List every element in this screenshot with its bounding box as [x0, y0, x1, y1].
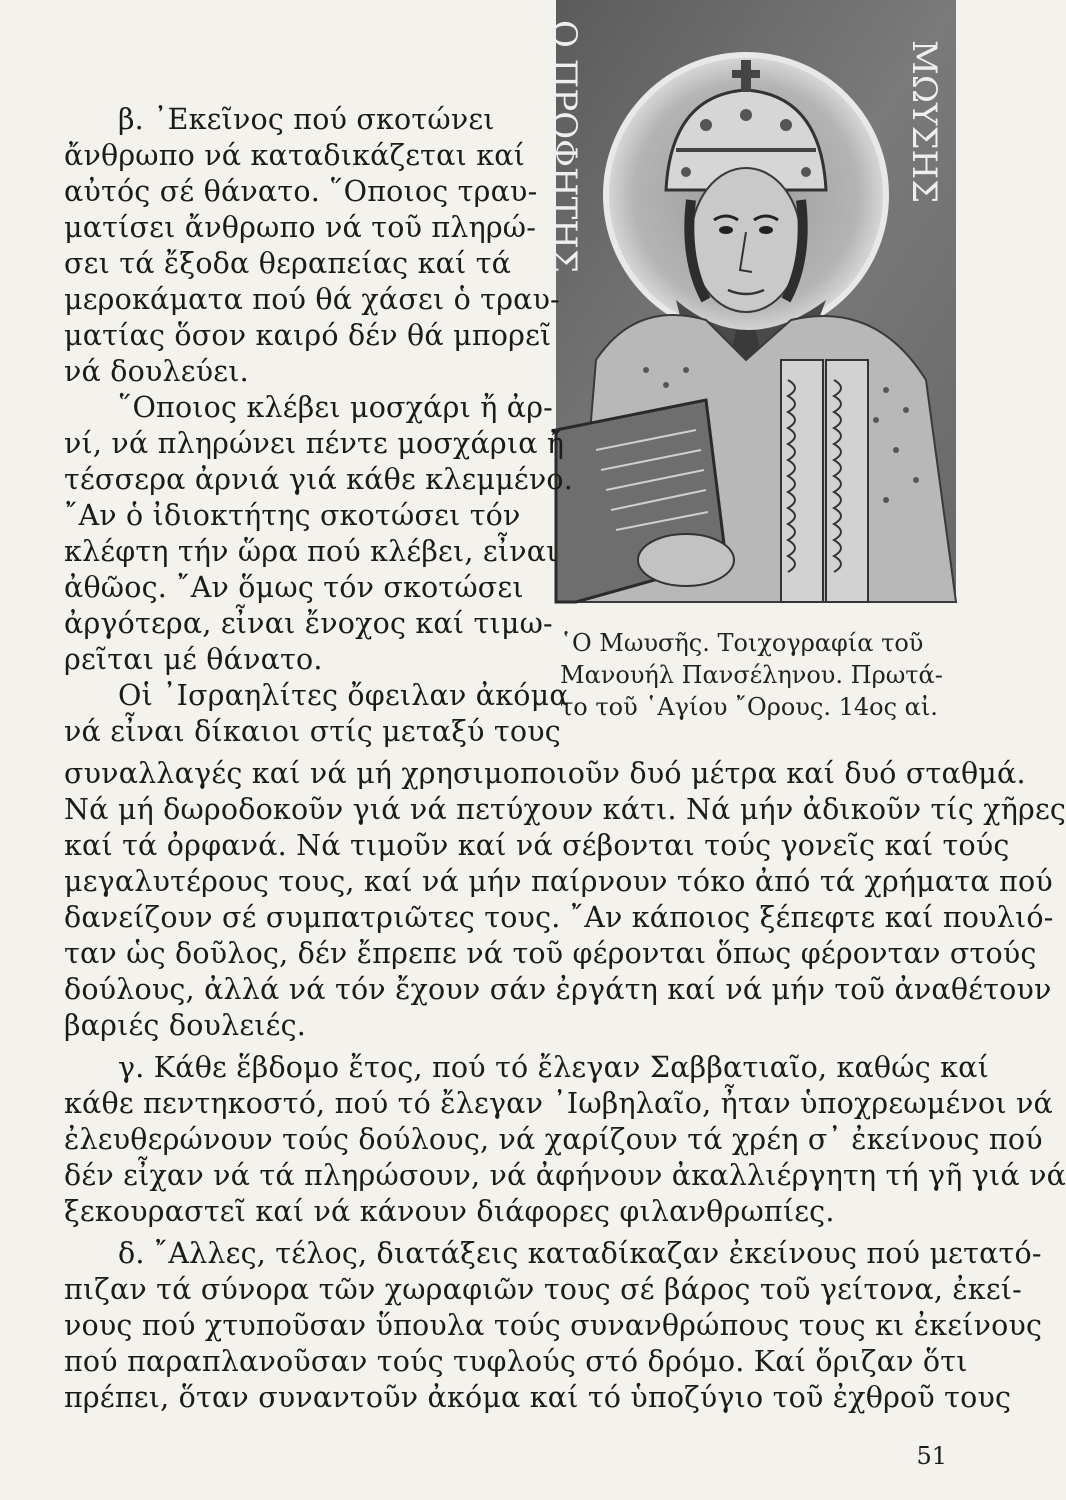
body-text-line: καί τά ὀρφανά. Νά τιμοῦν καί νά σέβονται τούς γονεῖς καί τούς	[64, 829, 1010, 862]
body-text-line: τέσσερα ἀρνιά γιά κάθε κλεμμένο.	[64, 463, 574, 496]
body-text-line: βαριές δουλειές.	[64, 1009, 307, 1042]
body-text-line: νους πού χτυποῦσαν ὕπουλα τούς συνανθρώπους τους κι ἐκείνους	[64, 1309, 1043, 1342]
fresco-illustration	[544, 0, 956, 602]
body-text-line: ῎Αν ὁ ἰδιοκτήτης σκοτώσει τόν	[64, 499, 521, 532]
body-text-line: νά εἶναι δίκαιοι στίς μεταξύ τους	[64, 715, 561, 748]
body-text-line: δέν εἶχαν νά τά πληρώσουν, νά ἀφήνουν ἀκαλλιέργητη τή γῆ γιά νά	[64, 1159, 1066, 1192]
body-text-line: αὐτός σέ θάνατο. ῞Οποιος τραυ-	[64, 175, 538, 208]
body-text-line: ἀθῶος. ῎Αν ὅμως τόν σκοτώσει	[64, 571, 524, 604]
body-text-line: μεροκάματα πού θά χάσει ὁ τραυ-	[64, 283, 560, 316]
figure-caption-line: ῾Ο Μωυσῆς. Τοιχογραφία τοῦ	[560, 629, 924, 657]
body-text-line: Νά μή δωροδοκοῦν γιά νά πετύχουν κάτι. Νά μήν ἀδικοῦν τίς χῆρες	[64, 793, 1066, 826]
fresco-image-moses	[544, 0, 956, 602]
body-text-line: ἀργότερα, εἶναι ἔνοχος καί τιμω-	[64, 607, 553, 640]
body-text-line: κλέφτη τήν ὥρα πού κλέβει, εἶναι	[64, 535, 558, 568]
inscription-moses: ΜΩΥΣΗΣ	[904, 40, 944, 204]
body-text-line: ρεῖται μέ θάνατο.	[64, 643, 323, 676]
body-text-line: ταν ὡς δοῦλος, δέν ἔπρεπε νά τοῦ φέρονται ὅπως φέρονταν στούς	[64, 937, 1037, 970]
inscription-prophet: Ο ΠΡΟΦΗΤΗΣ	[544, 20, 584, 273]
body-text-line: Οἱ ᾿Ισραηλίτες ὄφειλαν ἀκόμα	[118, 679, 569, 712]
body-text-line: ξεκουραστεῖ καί νά κάνουν διάφορες φιλανθρωπίες.	[64, 1195, 835, 1228]
body-text-line: ἄνθρωπο νά καταδικάζεται καί	[64, 139, 526, 172]
page-number: 51	[916, 1442, 947, 1470]
body-text-line: μεγαλυτέρους τους, καί νά μήν παίρνουν τόκο ἀπό τά χρήματα πού	[64, 865, 1053, 898]
body-text-line: πρέπει, ὅταν συναντοῦν ἀκόμα καί τό ὑποζύγιο τοῦ ἐχθροῦ τους	[64, 1381, 1012, 1414]
figure-caption-line: Μανουήλ Πανσέληνου. Πρωτά-	[560, 661, 943, 689]
body-text-line: β. ᾿Εκεῖνος πού σκοτώνει	[118, 103, 495, 136]
body-text-line: ἐλευθερώνουν τούς δούλους, νά χαρίζουν τά χρέη σ᾿ ἐκείνους πού	[64, 1123, 1043, 1156]
body-text-line: πού παραπλανοῦσαν τούς τυφλούς στό δρόμο. Καί ὅριζαν ὅτι	[64, 1345, 968, 1378]
body-text-line: δ. ῎Αλλες, τέλος, διατάξεις καταδίκαζαν ἐκείνους πού μετατό-	[118, 1237, 1042, 1270]
body-text-line: νά δουλεύει.	[64, 355, 249, 388]
body-text-line: νί, νά πληρώνει πέντε μοσχάρια ἤ	[64, 427, 565, 460]
body-text-line: πιζαν τά σύνορα τῶν χωραφιῶν τους σέ βάρος τοῦ γείτονα, ἐκεί-	[64, 1273, 1023, 1306]
body-text-line: γ. Κάθε ἕβδομο ἔτος, πού τό ἔλεγαν Σαββατιαῖο, καθώς καί	[118, 1051, 989, 1084]
body-text-line: σει τά ἔξοδα θεραπείας καί τά	[64, 247, 512, 280]
body-text-line: ῞Οποιος κλέβει μοσχάρι ἤ ἀρ-	[118, 391, 553, 424]
body-text-line: συναλλαγές καί νά μή χρησιμοποιοῦν δυό μέτρα καί δυό σταθμά.	[64, 757, 1026, 790]
body-text-line: δανείζουν σέ συμπατριῶτες τους. ῎Αν κάποιος ξέπεφτε καί πουλιό-	[64, 901, 1054, 934]
body-text-line: ματίσει ἄνθρωπο νά τοῦ πληρώ-	[64, 211, 537, 244]
body-text-line: ματίας ὅσον καιρό δέν θά μπορεῖ	[64, 319, 552, 352]
body-text-line: κάθε πεντηκοστό, πού τό ἔλεγαν ᾿Ιωβηλαῖο, ἦταν ὑποχρεωμένοι νά	[64, 1087, 1053, 1120]
figure-caption-line: το τοῦ ῾Αγίου ῎Ορους. 14ος αἰ.	[560, 693, 938, 721]
body-text-line: δούλους, ἀλλά νά τόν ἔχουν σάν ἐργάτη καί νά μήν τοῦ ἀναθέτουν	[64, 973, 1052, 1006]
